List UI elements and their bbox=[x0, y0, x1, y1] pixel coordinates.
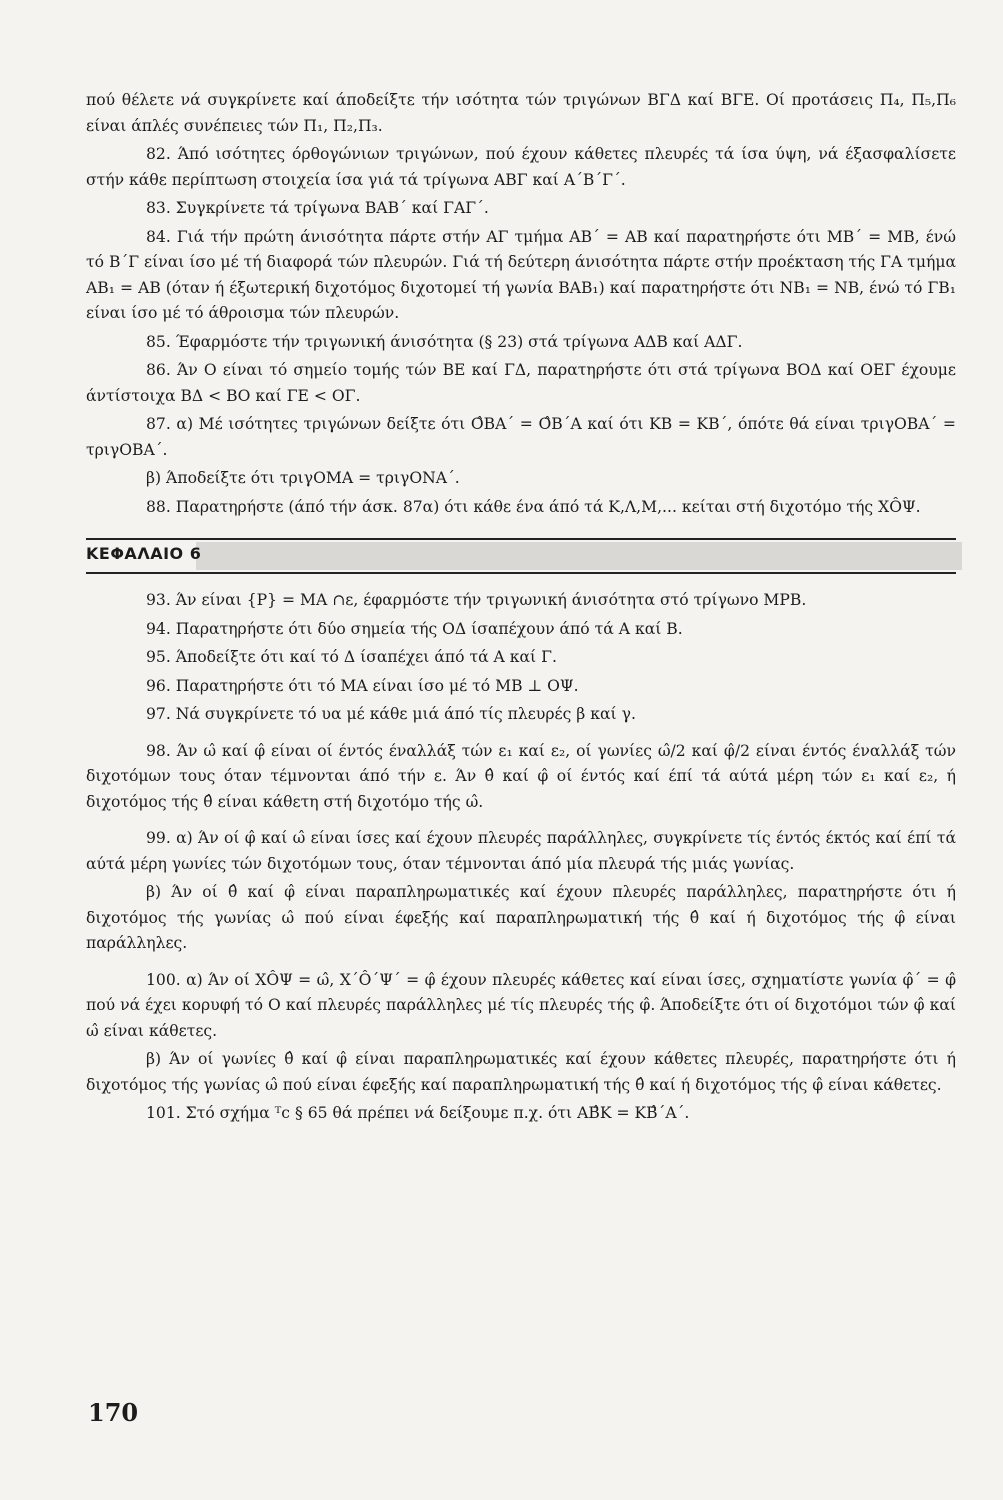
exercise-100b-text: β) Άν οί γωνίες θ̂ καί φ̂ είναι παραπληρωματικές καί έχουν κάθετες πλευρές, παρατηρήστε ότι ή διχοτόμος τής γωνίας ω̂ πού είναι έφεξής καί παραπληρωματική τής θ̂ καί ή διχοτόμος τής φ̂ είναι κάθετες. bbox=[86, 1050, 956, 1094]
exercise-95-text: 95. Άποδείξτε ότι καί τό Δ ίσαπέχει άπό τά Α καί Γ. bbox=[146, 648, 557, 666]
exercise-96-text: 96. Παρατηρήστε ότι τό ΜΑ είναι ίσο μέ τό ΜΒ ⊥ ΟΨ. bbox=[146, 676, 579, 695]
exercise-101-text: 101. Στό σχήμα ᵀc § 65 θά πρέπει νά δείξουμε π.χ. ότι ΑΒ̂Κ = ΚΒ̂΄Α΄. bbox=[146, 1104, 690, 1122]
exercise-86 bbox=[86, 358, 956, 409]
exercise-88 bbox=[86, 495, 956, 521]
exercise-101 bbox=[86, 1101, 956, 1127]
exercise-85-text: 85. Έφαρμόστε τήν τριγωνική άνισότητα (§ 23) στά τρίγωνα ΑΔΒ καί ΑΔΓ. bbox=[146, 332, 743, 351]
exercise-99b-text: β) Άν οί θ̂ καί φ̂ είναι παραπληρωματικές καί έχουν πλευρές παράλληλες, παρατηρήστε ότι ή διχοτόμος τής γωνίας ω̂ πού είναι έφεξής καί παραπληρωματική τής θ̂ καί ή διχοτόμος τής φ̂ είναι παράλληλες. bbox=[86, 883, 956, 952]
exercise-82-text: 82. Άπό ισότητες όρθογώνιων τριγώνων, πού έχουν κάθετες πλευρές τά ίσα ύψη, νά έξασφαλίσετε στήν κάθε περίπτωση στοιχεία ίσα γιά τά τρίγωνα ΑΒΓ καί Α΄Β΄Γ΄. bbox=[86, 145, 956, 189]
exercise-99a bbox=[86, 826, 956, 877]
exercise-86-text: 86. Άν Ο είναι τό σημείο τομής τών ΒΕ καί ΓΔ, παρατηρήστε ότι στά τρίγωνα ΒΟΔ καί ΟΕΓ έχουμε άντίστοιχα ΒΔ < ΒΟ καί ΓΕ < ΟΓ. bbox=[86, 361, 956, 405]
exercise-93-text: 93. Άν είναι {Ρ} = ΜΑ ∩ε, έφαρμόστε τήν τριγωνική άνισότητα στό τρίγωνο ΜΡΒ. bbox=[146, 591, 807, 609]
exercise-98-text: 98. Άν ω̂ καί φ̂ είναι οί έντός έναλλάξ τών ε₁ καί ε₂, οί γωνίες ω̂/2 καί φ̂/2 είναι έντός έναλλάξ τών διχοτόμων τους όταν τέμνονται άπό τήν ε. Άν θ̂ καί φ̂ οί έντός καί έπί τά αύτά μέρη τών ε₁ καί ε₂, ή διχοτόμος τής θ̂ είναι κάθετη στή διχοτόμο τής ω̂. bbox=[86, 741, 956, 811]
exercise-87b bbox=[86, 466, 956, 492]
exercise-84 bbox=[86, 225, 956, 327]
exercise-82 bbox=[86, 142, 956, 193]
exercise-87a bbox=[86, 412, 956, 463]
exercise-84-text: 84. Γιά τήν πρώτη άνισότητα πάρτε στήν ΑΓ τμήμα ΑΒ΄ = ΑΒ καί παρατηρήστε ότι ΜΒ΄ = ΜΒ, ένώ τό Β΄Γ είναι ίσο μέ τή διαφορά τών πλευρών. Γιά τή δεύτερη άνισότητα πάρτε στήν προέκταση τής ΓΑ τμήμα ΑΒ₁ = ΑΒ (όταν ή έξωτερική διχοτόμος διχοτομεί τή γωνία ΒΑΒ₁) καί παρατηρήστε ότι ΝΒ₁ = ΝΒ, ένώ τό ΓΒ₁ είναι ίσο μέ τό άθροισμα τών πλευρών. bbox=[86, 227, 956, 322]
chapter-rule-top bbox=[86, 538, 956, 540]
exercise-100a bbox=[86, 968, 956, 1045]
exercise-100a-text: 100. α) Άν οί ΧÔΨ = ω̂, Χ΄Ô΄Ψ΄ = φ̂ έχουν πλευρές κάθετες καί είναι ίσες, σχηματίστε γωνία φ̂΄ = φ̂ πού νά έχει κορυφή τό Ο καί πλευρές παράλληλες μέ τίς πλευρές τής φ̂. Άποδείξτε ότι οί διχοτόμοι τών φ̂ καί ω̂ είναι κάθετες. bbox=[86, 970, 956, 1040]
page-number: 170 bbox=[88, 1398, 139, 1427]
exercise-83 bbox=[86, 196, 956, 222]
exercise-97-text: 97. Νά συγκρίνετε τό υα μέ κάθε μιά άπό τίς πλευρές β καί γ. bbox=[146, 705, 636, 723]
exercise-87b-text: β) Άποδείξτε ότι τριγΟΜΑ = τριγΟΝΑ΄. bbox=[146, 469, 460, 487]
paragraph-81-continuation: πού θέλετε νά συγκρίνετε καί άποδείξτε τήν ισότητα τών τριγώνων ΒΓΔ καί ΒΓΕ. Οί προτάσεις Π₄, Π₅,Π₆ είναι άπλές συνέπειες τών Π₁, Π₂,Π₃. bbox=[86, 91, 956, 135]
exercise-98 bbox=[86, 739, 956, 816]
chapter-title: ΚΕΦΑΛΑΙΟ 6 bbox=[86, 544, 202, 563]
exercise-99b bbox=[86, 880, 956, 957]
exercise-97 bbox=[86, 702, 956, 728]
exercise-93 bbox=[86, 588, 956, 614]
exercise-88-text: 88. Παρατηρήστε (άπό τήν άσκ. 87α) ότι κάθε ένα άπό τά Κ,Λ,Μ,... κείται στή διχοτόμο τής ΧÔΨ. bbox=[146, 497, 921, 516]
document-page bbox=[86, 88, 956, 1130]
exercise-87a-text: 87. α) Μέ ισότητες τριγώνων δείξτε ότι Ο̂ΒΑ΄ = Ο̂Β΄Α καί ότι ΚΒ = ΚΒ΄, όπότε θά είναι τριγΟΒΑ΄ = τριγΟΒΑ΄. bbox=[86, 415, 956, 459]
exercise-100b bbox=[86, 1047, 956, 1098]
chapter-rule-bottom bbox=[86, 572, 956, 574]
chapter-band bbox=[196, 542, 962, 570]
exercise-96 bbox=[86, 674, 956, 700]
exercise-83-text: 83. Συγκρίνετε τά τρίγωνα ΒΑΒ΄ καί ΓΑΓ΄. bbox=[146, 199, 489, 217]
exercise-94-text: 94. Παρατηρήστε ότι δύο σημεία τής ΟΔ ίσαπέχουν άπό τά Α καί Β. bbox=[146, 619, 683, 638]
exercise-99a-text: 99. α) Άν οί φ̂ καί ω̂ είναι ίσες καί έχουν πλευρές παράλληλες, συγκρίνετε τίς έντός έκτός καί έπί τά αύτά μέρη γωνίες τών διχοτόμων τους, όταν τέμνονται άπό μία πλευρά τής μιάς γωνίας. bbox=[86, 829, 956, 873]
exercise-85 bbox=[86, 330, 956, 356]
exercise-94 bbox=[86, 617, 956, 643]
exercise-95 bbox=[86, 645, 956, 671]
chapter-header bbox=[86, 538, 956, 574]
